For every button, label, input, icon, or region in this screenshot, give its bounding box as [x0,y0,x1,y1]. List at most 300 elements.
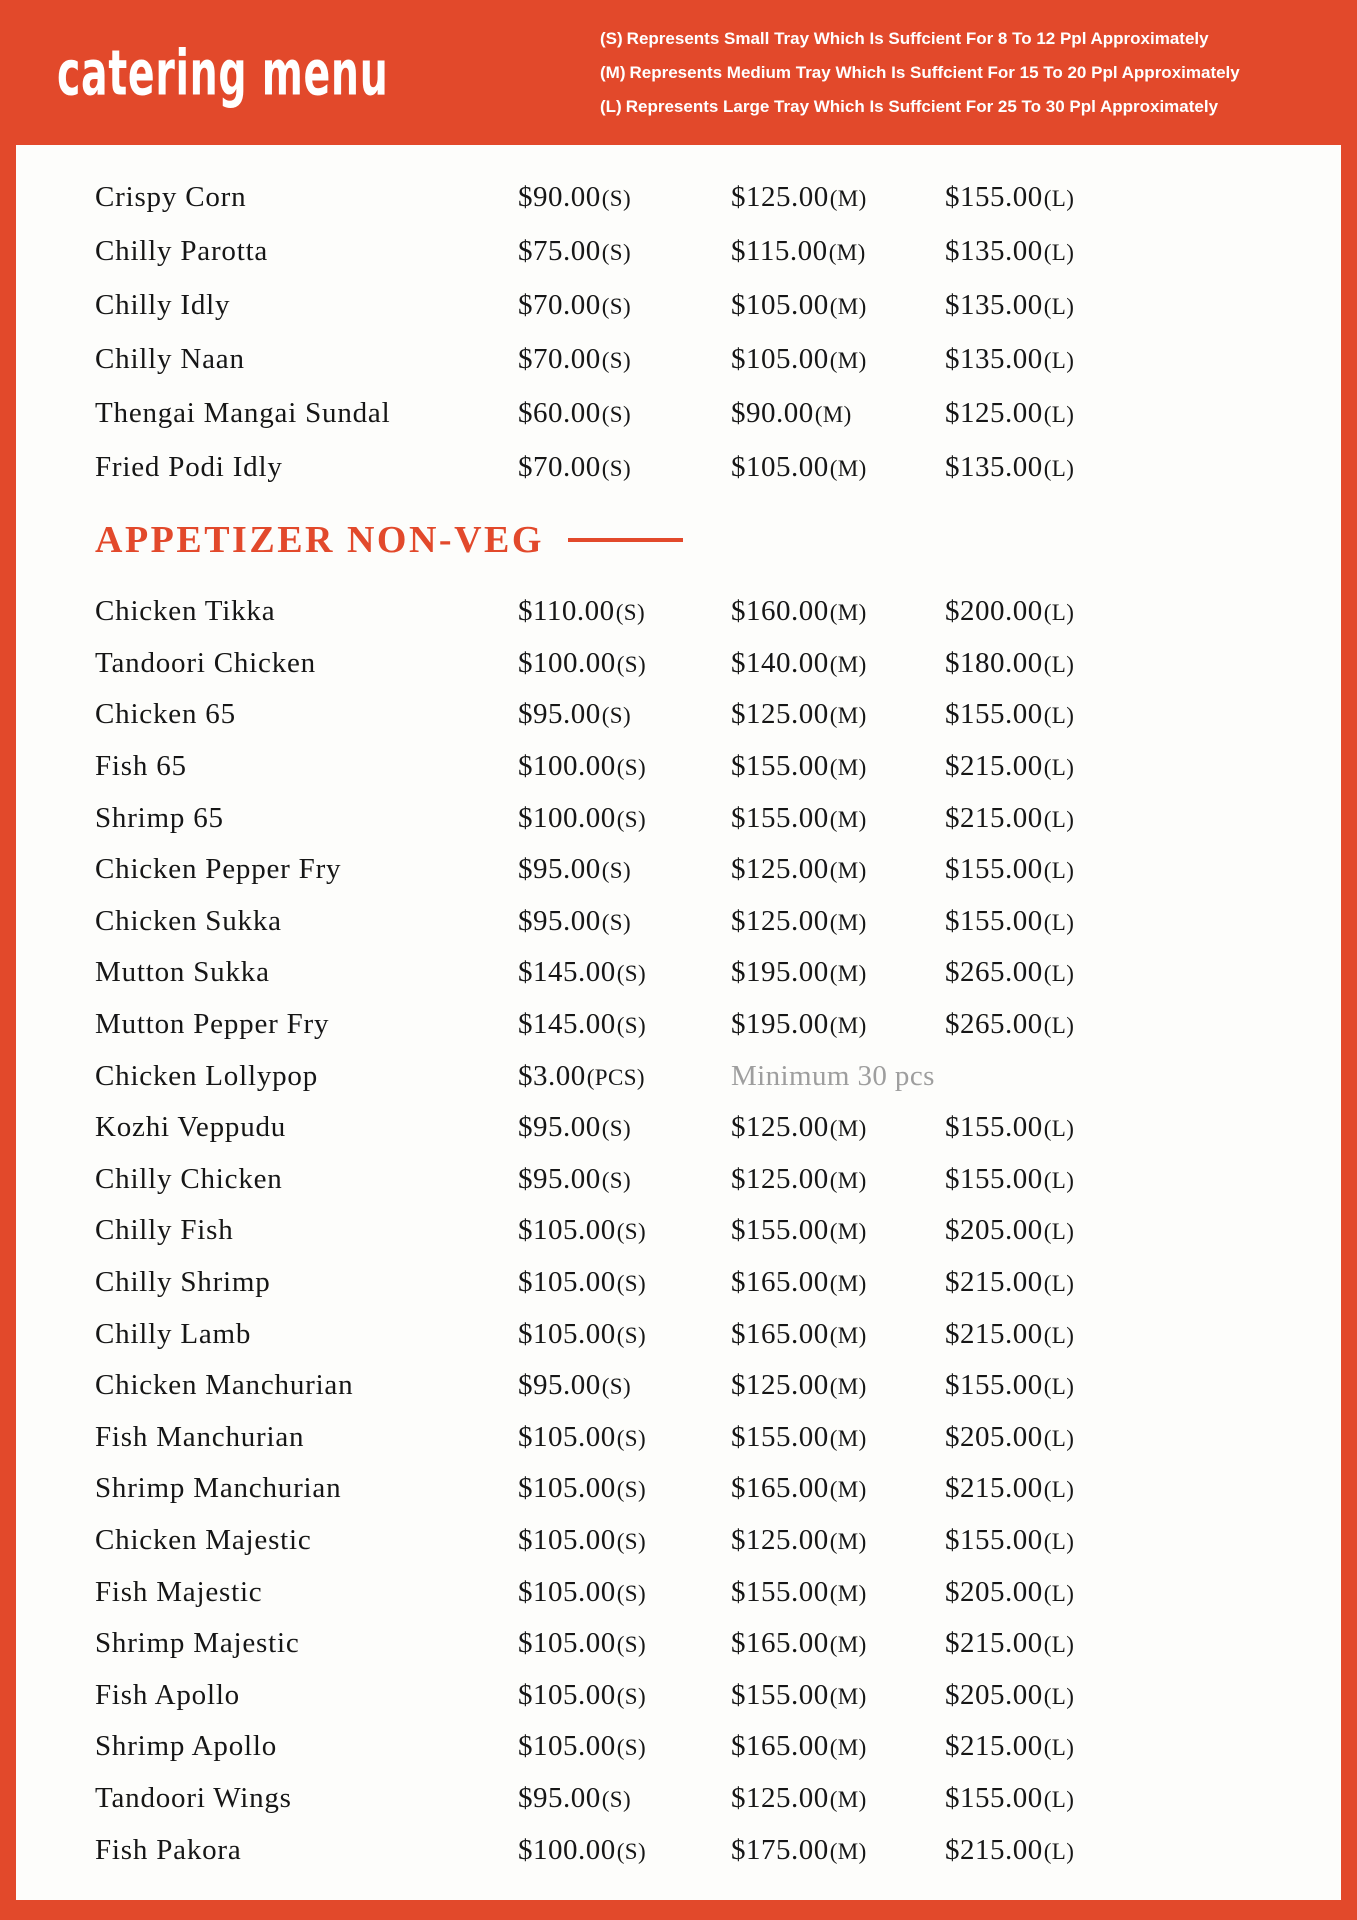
menu-item-row [95,1154,1341,1206]
price-amount: $105.00 [518,1627,616,1660]
menu-item-row [95,689,1341,741]
section-title-rule [568,538,683,542]
tray-size-label: (M) [829,1219,867,1245]
page-title [57,35,544,110]
tray-size-label: (L) [1043,1838,1075,1864]
price-amount: $135.00 [945,450,1043,483]
price-medium [731,1111,945,1144]
section-header [95,520,1341,560]
item-name: Chilly Fish [95,1214,234,1247]
price-amount: $105.00 [518,1575,616,1608]
price-medium [731,397,945,430]
tray-size-label: (PCS) [586,1064,645,1090]
price-medium [731,181,945,214]
tray-size-label: (S) [616,961,647,987]
section-title: APPETIZER NON-VEG [95,519,544,561]
tray-size-label: (S) [616,1632,647,1658]
menu-item-row [95,1205,1341,1257]
price-large [945,1163,1341,1196]
menu-item-row [95,741,1341,793]
item-name: Fish Majestic [95,1575,263,1608]
price-amount: $110.00 [518,595,615,628]
item-name: Chilly Shrimp [95,1266,271,1299]
price-small [518,1730,731,1763]
menu-item-row [95,1721,1341,1773]
tray-size-label: (S) [616,1013,647,1039]
menu-item-row [95,999,1341,1051]
price-medium [731,647,945,680]
item-note: Minimum 30 pcs [731,1059,935,1092]
menu-item-row [95,896,1341,948]
price-small [518,802,731,835]
price-amount: $105.00 [518,1266,616,1299]
price-amount: $95.00 [518,1369,601,1402]
price-large [945,1214,1341,1247]
section-items [95,586,1341,1876]
price-amount: $215.00 [945,1266,1043,1299]
tray-size-label: (M) [828,239,866,265]
price-amount: $215.00 [945,1833,1043,1866]
tray-size-label: (L) [1043,1013,1075,1039]
tray-size-label: (M) [829,1580,867,1606]
tray-size-code: (S) [600,28,623,48]
price-medium [731,1008,945,1041]
price-small [518,451,731,484]
menu-item-row [95,586,1341,638]
price-amount: $165.00 [731,1266,829,1299]
price-large [945,1318,1341,1351]
tray-size-label: (L) [1043,293,1075,319]
item-name: Chilly Parotta [95,234,269,267]
price-small [518,289,731,322]
tray-size-label: (M) [829,1632,867,1658]
price-large [945,1679,1341,1712]
price-amount: $140.00 [731,646,829,679]
menu-item-row [95,1824,1341,1876]
tray-size-legend [600,22,1240,124]
item-name: Thengai Mangai Sundal [95,396,391,429]
menu-item-row [95,1515,1341,1567]
price-amount: $135.00 [945,342,1043,375]
price-medium [731,750,945,783]
item-name: Chicken Manchurian [95,1369,354,1402]
price-small [518,956,731,989]
price-amount: $105.00 [518,1472,616,1505]
price-large [945,1576,1341,1609]
price-large [945,698,1341,731]
menu-item-row [95,332,1341,386]
price-medium [731,1524,945,1557]
menu-item-row [95,1308,1341,1360]
tray-size-label: (S) [616,1477,647,1503]
tray-size-label: (M) [829,651,867,677]
tray-size-label: (M) [829,1322,867,1348]
price-medium [731,1627,945,1660]
tray-size-label: (L) [1043,1271,1075,1297]
price-medium [731,698,945,731]
price-small [518,397,731,430]
price-amount: $100.00 [518,646,616,679]
price-amount: $125.00 [731,853,829,886]
menu-item-row [95,1102,1341,1154]
price-amount: $215.00 [945,750,1043,783]
price-amount: $95.00 [518,1111,601,1144]
menu-item-row [95,224,1341,278]
item-name: Shrimp 65 [95,801,224,834]
legend-text: Represents Medium Tray Which Is Suffcient For 15 To 20 Ppl Approximately [629,62,1240,82]
tray-size-label: (M) [829,703,867,729]
tray-size-label: (M) [829,600,867,626]
price-amount: $125.00 [731,1162,829,1195]
price-medium [731,853,945,886]
price-amount: $155.00 [731,1678,829,1711]
price-amount: $135.00 [945,234,1043,267]
price-amount: $180.00 [945,646,1043,679]
price-amount: $105.00 [731,450,829,483]
menu-item-row [95,440,1341,494]
tray-size-code: (L) [600,96,622,116]
tray-size-label: (M) [814,401,852,427]
price-amount: $60.00 [518,396,601,429]
item-name: Chicken Majestic [95,1523,312,1556]
tray-size-label: (L) [1043,755,1075,781]
tray-size-label: (S) [616,806,647,832]
price-large [945,1111,1341,1144]
price-amount: $105.00 [731,288,829,321]
menu-header [0,0,1357,145]
price-amount: $205.00 [945,1678,1043,1711]
price-small [518,1679,731,1712]
price-amount: $155.00 [945,180,1043,213]
tray-size-label: (S) [601,1786,632,1812]
price-medium [731,1472,945,1505]
price-amount: $90.00 [518,180,601,213]
tray-size-label: (L) [1043,1528,1075,1554]
price-amount: $145.00 [518,1008,616,1041]
menu-content [16,145,1341,1900]
tray-size-label: (S) [601,401,632,427]
price-small [518,1214,731,1247]
item-name: Chilly Lamb [95,1317,252,1350]
price-amount: $100.00 [518,750,616,783]
price-medium [731,1730,945,1763]
item-name: Chilly Chicken [95,1162,283,1195]
price-amount: $95.00 [518,698,601,731]
price-large [945,181,1341,214]
tray-size-label: (L) [1043,1786,1075,1812]
price-medium [731,905,945,938]
page-title-text: catering menu [57,35,389,110]
price-large [945,750,1341,783]
price-amount: $125.00 [945,396,1043,429]
price-amount: $265.00 [945,956,1043,989]
price-medium [731,802,945,835]
menu-item-row [95,278,1341,332]
tray-size-label: (M) [829,909,867,935]
price-large [945,343,1341,376]
price-amount: $215.00 [945,1472,1043,1505]
price-amount: $155.00 [945,1781,1043,1814]
item-name: Fish Apollo [95,1678,240,1711]
price-large [945,451,1341,484]
tray-size-label: (L) [1043,1632,1075,1658]
menu-item-row [95,1412,1341,1464]
tray-size-label: (L) [1043,455,1075,481]
tray-size-label: (M) [829,1167,867,1193]
tray-size-label: (S) [601,1374,632,1400]
price-amount: $105.00 [731,342,829,375]
item-name: Mutton Pepper Fry [95,1008,330,1041]
price-small [518,1421,731,1454]
tray-size-label: (S) [616,1322,647,1348]
item-name: Chicken Sukka [95,904,282,937]
price-large [945,956,1341,989]
tray-size-label: (L) [1043,1425,1075,1451]
menu-item-row [95,844,1341,896]
tray-size-label: (M) [829,1786,867,1812]
price-amount: $70.00 [518,288,601,321]
tray-size-label: (S) [601,858,632,884]
price-amount: $160.00 [731,595,829,628]
price-amount: $115.00 [731,234,828,267]
price-small [518,1111,731,1144]
item-name: Fish 65 [95,750,187,783]
tray-size-label: (L) [1043,651,1075,677]
price-amount: $100.00 [518,801,616,834]
price-amount: $105.00 [518,1420,616,1453]
price-amount: $105.00 [518,1678,616,1711]
price-small [518,698,731,731]
price-amount: $200.00 [945,595,1043,628]
tray-size-label: (L) [1043,239,1075,265]
item-name: Tandoori Wings [95,1781,292,1814]
price-amount: $125.00 [731,180,829,213]
menu-item-row [95,1566,1341,1618]
price-small [518,1266,731,1299]
price-small [518,595,731,628]
menu-item-row [95,947,1341,999]
price-amount: $75.00 [518,234,601,267]
tray-size-label: (L) [1043,1219,1075,1245]
tray-size-label: (M) [829,1116,867,1142]
price-amount: $70.00 [518,342,601,375]
tray-size-label: (M) [829,455,867,481]
price-amount: $125.00 [731,1369,829,1402]
price-amount: $155.00 [731,1214,829,1247]
price-per-piece [518,1060,731,1093]
price-small [518,1318,731,1351]
item-name: Chilly Idly [95,288,231,321]
price-medium [731,1369,945,1402]
item-name: Chicken Lollypop [95,1059,319,1092]
tray-size-label: (S) [601,1116,632,1142]
price-large [945,595,1341,628]
price-large [945,235,1341,268]
tray-size-label: (S) [616,1838,647,1864]
price-large [945,1472,1341,1505]
price-large [945,1834,1341,1867]
price-small [518,750,731,783]
price-medium [731,1163,945,1196]
item-name: Shrimp Majestic [95,1627,300,1660]
price-amount: $70.00 [518,450,601,483]
price-amount: $165.00 [731,1317,829,1350]
price-medium [731,1782,945,1815]
tray-size-label: (S) [616,1528,647,1554]
price-amount: $155.00 [731,1420,829,1453]
item-name: Mutton Sukka [95,956,270,989]
price-large [945,647,1341,680]
menu-item-row [95,1773,1341,1825]
price-amount: $165.00 [731,1730,829,1763]
section-items [95,170,1341,494]
price-small [518,1524,731,1557]
price-medium [731,1421,945,1454]
price-amount: $155.00 [731,801,829,834]
item-name: Shrimp Apollo [95,1730,278,1763]
price-amount: $175.00 [731,1833,829,1866]
tray-size-label: (M) [829,1838,867,1864]
tray-size-label: (S) [616,755,647,781]
tray-size-label: (M) [829,1735,867,1761]
tray-size-label: (M) [829,347,867,373]
tray-size-label: (S) [616,1271,647,1297]
price-amount: $155.00 [945,1369,1043,1402]
tray-size-label: (M) [829,1271,867,1297]
tray-size-label: (M) [829,1683,867,1709]
price-amount: $95.00 [518,1781,601,1814]
tray-size-label: (M) [829,755,867,781]
tray-size-label: (S) [616,1735,647,1761]
item-name: Fried Podi Idly [95,450,283,483]
legend-line [600,22,1240,56]
tray-size-label: (L) [1043,1580,1075,1606]
tray-size-label: (L) [1043,909,1075,935]
menu-item-row [95,1360,1341,1412]
price-small [518,1627,731,1660]
menu-item-row [95,1257,1341,1309]
price-amount: $205.00 [945,1420,1043,1453]
tray-size-label: (M) [829,185,867,211]
price-amount: $195.00 [731,956,829,989]
legend-text: Represents Large Tray Which Is Suffcient For 25 To 30 Ppl Approximately [625,96,1219,116]
tray-size-label: (M) [829,1528,867,1554]
tray-size-label: (L) [1043,401,1075,427]
price-large [945,289,1341,322]
price-amount: $155.00 [945,1162,1043,1195]
menu-item-row [95,792,1341,844]
price-amount: $95.00 [518,853,601,886]
price-small [518,181,731,214]
tray-size-label: (S) [601,239,632,265]
price-medium [731,235,945,268]
item-name: Chilly Naan [95,342,245,375]
price-medium [731,1834,945,1867]
price-large [945,1369,1341,1402]
item-name: Chicken 65 [95,698,236,731]
price-amount: $215.00 [945,1627,1043,1660]
price-amount: $165.00 [731,1472,829,1505]
price-amount: $145.00 [518,956,616,989]
tray-size-label: (M) [829,293,867,319]
item-name: Fish Pakora [95,1833,242,1866]
price-medium [731,1266,945,1299]
tray-size-label: (L) [1043,1116,1075,1142]
price-amount: $265.00 [945,1008,1043,1041]
price-amount: $165.00 [731,1627,829,1660]
tray-size-label: (S) [616,1683,647,1709]
price-amount: $90.00 [731,396,814,429]
tray-size-label: (S) [616,1580,647,1606]
menu-item-row [95,1463,1341,1515]
item-name: Shrimp Manchurian [95,1472,342,1505]
price-amount: $205.00 [945,1214,1043,1247]
price-amount: $125.00 [731,1781,829,1814]
price-amount: $155.00 [731,750,829,783]
tray-size-label: (S) [616,651,647,677]
price-small [518,235,731,268]
price-large [945,1008,1341,1041]
tray-size-label: (S) [616,1219,647,1245]
tray-size-label: (S) [601,703,632,729]
price-medium [731,956,945,989]
menu-item-row [95,1669,1341,1721]
price-large [945,1627,1341,1660]
price-small [518,1369,731,1402]
tray-size-label: (S) [601,1167,632,1193]
legend-line [600,90,1240,124]
price-amount: $125.00 [731,904,829,937]
tray-size-label: (L) [1043,806,1075,832]
price-amount: $155.00 [945,1111,1043,1144]
price-large [945,1730,1341,1763]
price-amount: $155.00 [945,904,1043,937]
price-amount: $125.00 [731,1111,829,1144]
tray-size-label: (M) [829,1374,867,1400]
price-medium [731,289,945,322]
tray-size-label: (L) [1043,347,1075,373]
tray-size-label: (S) [601,185,632,211]
price-amount: $215.00 [945,801,1043,834]
tray-size-label: (S) [601,347,632,373]
tray-size-label: (L) [1043,1322,1075,1348]
price-amount: $105.00 [518,1730,616,1763]
price-amount: $105.00 [518,1317,616,1350]
price-medium [731,1679,945,1712]
price-medium [731,1214,945,1247]
price-small [518,905,731,938]
price-large [945,1782,1341,1815]
price-amount: $215.00 [945,1317,1043,1350]
tray-size-label: (S) [601,909,632,935]
menu-item-row [95,638,1341,690]
price-amount: $195.00 [731,1008,829,1041]
price-large [945,905,1341,938]
price-amount: $155.00 [945,1523,1043,1556]
price-amount: $125.00 [731,1523,829,1556]
price-medium [731,343,945,376]
price-amount: $155.00 [731,1575,829,1608]
price-medium [731,595,945,628]
tray-size-label: (L) [1043,600,1075,626]
price-medium [731,451,945,484]
tray-size-label: (M) [829,806,867,832]
item-name: Chicken Pepper Fry [95,853,342,886]
price-small [518,343,731,376]
tray-size-label: (L) [1043,1167,1075,1193]
tray-size-label: (L) [1043,185,1075,211]
price-large [945,1421,1341,1454]
